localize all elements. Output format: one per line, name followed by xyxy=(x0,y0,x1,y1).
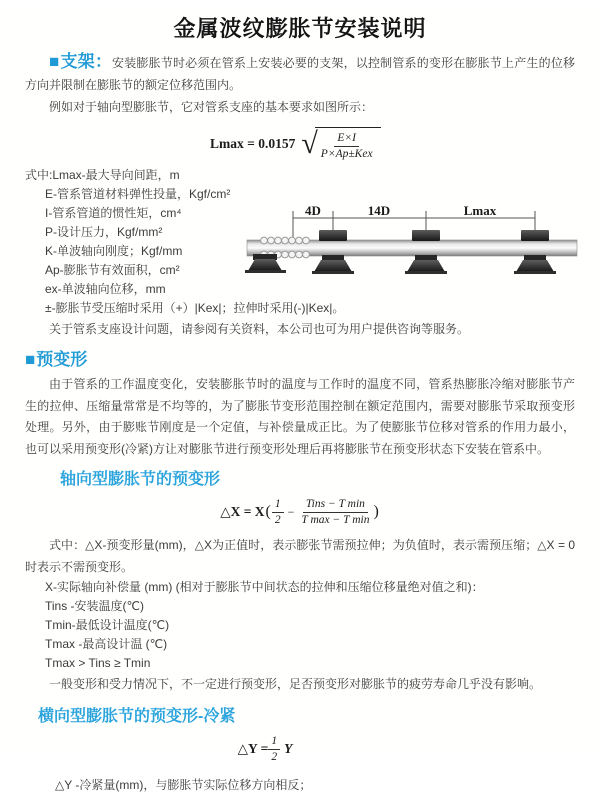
lateral-predeform-formula xyxy=(25,733,505,765)
temperature-fraction xyxy=(298,497,372,528)
lateral-subsection-heading: 横向型膨胀节的预变形-冷紧 xyxy=(38,708,236,725)
axial-note-line: 一般变形和受力情况下，不一定进行预变形，足否预变形对膨胀节的疲劳寿命几乎没有影响。 xyxy=(49,677,542,691)
sqrt-symbol-icon: √ xyxy=(301,127,318,160)
temperature-fraction-denominator: T max − T min xyxy=(301,513,370,526)
lmax-radicand xyxy=(315,127,381,162)
support-note-line: 关于管系支座设计问题，请参阅有关资料，本公司也可为用户提供咨询等服务。 xyxy=(49,322,470,336)
lateral-formula-lhs: △Y = xyxy=(237,741,269,756)
tmin-definition-line: Tmin-最低设计温度(℃) xyxy=(45,618,170,632)
support-example-line: 例如对于轴向型膨胀节，它对管系支座的基本要求如图所示： xyxy=(49,100,374,114)
lmax-fraction-denominator: P×Ap±Kex xyxy=(320,147,373,160)
lmax-fraction-numerator: E×I xyxy=(334,131,359,147)
section-marker-icon: ■ xyxy=(25,350,36,369)
dim-label-14d: 14D xyxy=(367,203,391,218)
support-intro-text: 安装膨胀节时必须在管系上安装必要的支架，以控制管系的变形在膨胀节上产生的位移方向并限制在膨胀节的额定位移范围内。 xyxy=(25,56,576,92)
support-heading-label: 支架： xyxy=(60,52,113,71)
definition-line-ex: ex-单波轴向位移，mm xyxy=(45,282,166,296)
axial-definitions xyxy=(25,535,575,695)
lmax-formula xyxy=(210,126,575,162)
definition-line-i: I-管系管道的惯性矩，cm⁴ xyxy=(45,206,182,220)
tmax-definition-line: Tmax -最高设计温 (℃) xyxy=(45,637,168,651)
definition-line-p: P-设计压力，Kgf/mm² xyxy=(45,225,163,239)
temperature-fraction-numerator: Tins − T min xyxy=(303,497,368,513)
minus-operator: − xyxy=(287,504,295,519)
axial-formula-lhs: △X = X xyxy=(220,504,265,519)
lmax-formula-lhs: Lmax = 0.0157 xyxy=(210,136,296,151)
predeform-heading-label: 预变形 xyxy=(36,350,88,369)
dim-label-lmax: Lmax xyxy=(463,203,497,218)
half-fraction-numerator: 1 xyxy=(272,497,284,513)
support-section-heading xyxy=(49,52,112,71)
lateral-note-line: △Y -冷紧量(mm)，与膨胀节实际位移方向相反； xyxy=(55,778,312,792)
axial-subsection-heading: 轴向型膨胀节的预变形 xyxy=(60,471,221,488)
lateral-half-fraction xyxy=(268,734,280,765)
where-label-line: 式中:Lmax-最大导向间距，m xyxy=(25,168,180,182)
definition-line-k: K-单波轴向刚度；Kgf/mm xyxy=(45,244,183,258)
axial-where-paragraph: 式中：△X-预变形量(mm)，△X为正值时，表示膨张节需预拉伸；为负值时，表示需预压缩；△X = 0时表示不需预变形。 xyxy=(25,538,575,574)
lateral-formula-rhs: Y xyxy=(284,741,293,756)
open-paren: ( xyxy=(265,503,271,520)
definition-line-plusminus: ±-膨胀节受压缩时采用（+）|Kex|；拉伸时采用(-)|Kex|。 xyxy=(45,301,345,315)
pipe-support-diagram xyxy=(243,203,598,303)
tins-definition-line: Tins -安装温度(℃) xyxy=(45,599,145,613)
lmax-fraction xyxy=(318,131,376,162)
half-fraction xyxy=(272,497,284,528)
close-paren: ) xyxy=(373,503,379,520)
axial-predeform-formula xyxy=(25,496,575,528)
support-intro-paragraph xyxy=(25,51,575,96)
x-definition-line: X-实际轴向补偿量 (mm) (相对于膨胀节中间状态的拉伸和压缩位移量绝对值之和)： xyxy=(45,580,484,594)
half-fraction-denominator: 2 xyxy=(274,513,281,526)
definition-line-e: E-管系管道材料弹性投量，Kgf/cm² xyxy=(45,187,231,201)
document-page xyxy=(0,12,600,792)
temperature-inequality-line: Tmax > Tins ≥ Tmin xyxy=(45,656,151,670)
predeform-section-heading xyxy=(25,345,575,370)
dim-label-4d: 4D xyxy=(305,203,321,218)
page-content xyxy=(0,12,600,795)
section-marker-icon: ■ xyxy=(49,52,60,71)
page-title: 金属波纹膨胀节安装说明 xyxy=(173,16,427,41)
predeform-body-paragraph: 由于管系的工作温度变化，安装膨胀节时的温度与工作时的温度不同，管系热膨胀冷缩对膨胀节产生的拉伸、压缩量常常是不均等的，为了膨胀节变形范围控制在额定范围内，需要对膨胀节采取预变形处理。另外，由于膨账节刚度是一个定值，与补偿量成正比。为了使膨胀节位移对管系的作用力最小，也可以采用预变形(冷紧)方让对膨胀节进行预变形处理后再将膨胀节在预变形状态下安装在管系中。 xyxy=(25,377,575,456)
definition-line-ap: Ap-膨胀节有效面积，cm² xyxy=(45,263,180,277)
lateral-fraction-numerator: 1 xyxy=(268,734,280,750)
lateral-fraction-denominator: 2 xyxy=(271,750,278,763)
